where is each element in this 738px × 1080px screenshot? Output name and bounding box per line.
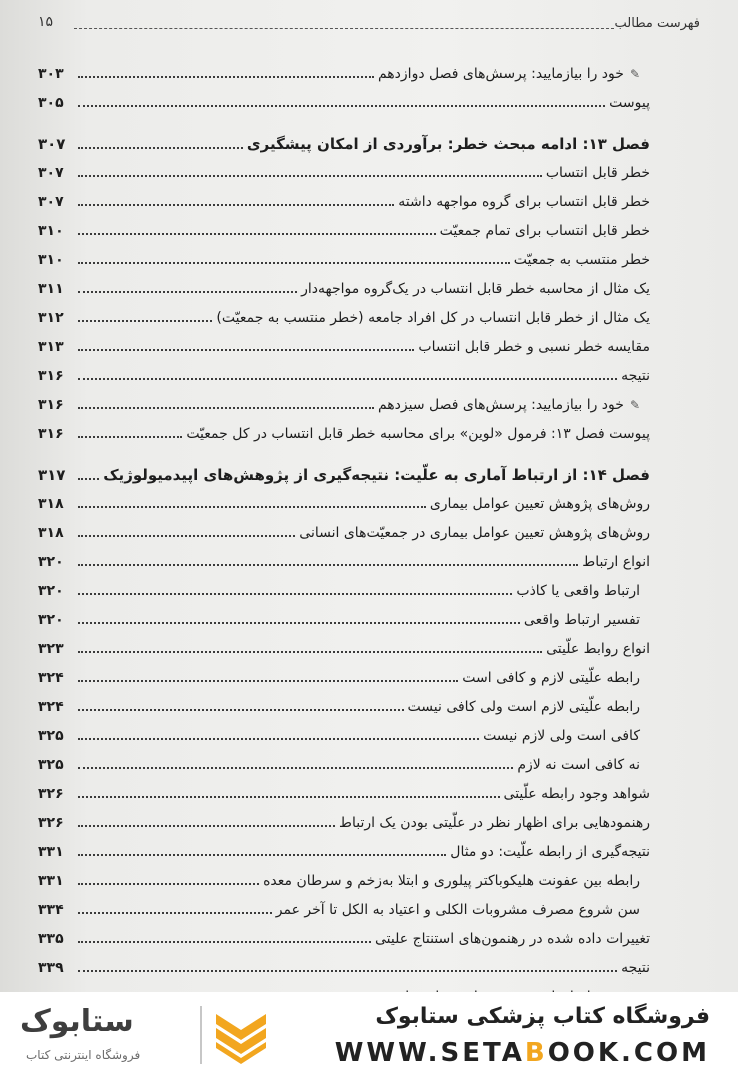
toc-entry-text: خطر قابل انتساب برای تمام جمعیّت <box>439 223 650 239</box>
toc-entry-page: ۳۰۵ <box>38 95 64 111</box>
dot-leader <box>78 766 513 769</box>
toc-entry-page: ۳۱۸ <box>38 525 64 541</box>
page-number: ۱۵ <box>38 14 54 30</box>
dot-leader <box>78 592 512 595</box>
toc-entry-title <box>418 333 650 362</box>
toc-entry-page: ۳۱۰ <box>38 252 64 268</box>
dot-leader <box>78 261 510 264</box>
toc-row <box>38 304 650 333</box>
toc-entry-title <box>216 304 650 333</box>
toc-entry-title <box>408 693 650 722</box>
toc-entry-page: ۳۱۷ <box>38 466 66 484</box>
toc-entry-page: ۳۳۹ <box>38 960 64 976</box>
toc-entry-text: مقایسه خطر نسبی و خطر قابل انتساب <box>418 339 650 355</box>
toc-row <box>38 188 650 217</box>
toc-entry-page: ۳۲۰ <box>38 583 64 599</box>
toc-entry-title <box>440 217 650 246</box>
toc-entry-page: ۳۲۵ <box>38 728 64 744</box>
logo-tagline: فروشگاه اینترنتی کتاب <box>26 1048 141 1062</box>
toc-entry-page: ۳۱۳ <box>38 339 64 355</box>
toc-entry-page: ۳۳۵ <box>38 931 64 947</box>
pencil-icon: ✎ <box>629 67 640 81</box>
store-banner <box>0 992 738 1080</box>
url-prefix: WWW.SETA <box>334 1038 525 1068</box>
toc-row <box>38 60 650 89</box>
toc-entry-page: ۳۱۰ <box>38 223 64 239</box>
toc-row <box>38 391 650 420</box>
dot-leader <box>78 853 446 856</box>
dot-leader <box>78 435 182 438</box>
toc-entry-text: نتیجه <box>621 368 650 384</box>
logo-divider <box>200 1006 202 1064</box>
dot-leader <box>78 406 374 409</box>
dot-leader <box>78 563 578 566</box>
toc-row <box>38 548 650 577</box>
toc-entry-text: رهنمودهایی برای اظهار نظر در علّیتی بودن یک ارتباط <box>339 815 650 831</box>
dot-leader <box>78 232 436 235</box>
toc-entry-title <box>247 130 650 159</box>
toc-entry-text: انواع روابط علّیتی <box>546 641 650 657</box>
dot-leader <box>78 348 414 351</box>
toc-entry-text: پیوست <box>609 95 650 111</box>
toc-entry-title <box>398 188 650 217</box>
dot-leader <box>78 969 617 972</box>
toc-entry-page: ۳۲۴ <box>38 699 64 715</box>
toc-entry-page: ۳۲۴ <box>38 670 64 686</box>
toc-entry-page: ۳۱۲ <box>38 310 64 326</box>
dot-leader <box>78 708 404 711</box>
toc-entry-text: رابطه بین عفونت هلیکوباکتر پیلوری و ابتلا به‌زخم و سرطان معده <box>263 873 640 889</box>
dot-leader <box>78 621 520 624</box>
toc-entry-text: خود را بیازمایید: پرسش‌های فصل سیزدهم <box>377 397 624 413</box>
toc-entry-page: ۳۲۶ <box>38 786 64 802</box>
toc-entry-page: ۳۳۱ <box>38 844 64 860</box>
toc-entry-page: ۳۲۶ <box>38 815 64 831</box>
toc-row <box>38 896 650 925</box>
toc-row <box>38 780 650 809</box>
toc-entry-title <box>263 867 650 896</box>
toc-entry-text: شواهد وجود رابطه علّیتی <box>503 786 650 802</box>
toc-entry-page: ۳۱۶ <box>38 368 64 384</box>
toc-entry-page: ۳۲۰ <box>38 554 64 570</box>
toc-entry-page: ۳۰۷ <box>38 135 66 153</box>
store-logo[interactable] <box>20 1004 198 1066</box>
toc-row <box>38 490 650 519</box>
toc-row <box>38 664 650 693</box>
dot-leader <box>78 940 371 943</box>
toc-entry-text: خود را بیازمایید: پرسش‌های فصل دوازدهم <box>377 66 624 82</box>
toc-entry-title <box>621 362 650 391</box>
url-suffix: OOK.COM <box>547 1038 710 1068</box>
dot-leader <box>78 650 542 653</box>
toc-entry-text: نه کافی است نه لازم <box>517 757 640 773</box>
toc-entry-text: خطر قابل انتساب برای گروه مواجهه داشته <box>398 194 650 210</box>
toc-entry-title <box>621 954 650 983</box>
dot-leader <box>78 505 426 508</box>
toc-entry-text: پیوست فصل ۱۳: فرمول «لوین» برای محاسبه خطر قابل انتساب در کل جمعیّت <box>186 426 650 442</box>
toc-entry-title <box>524 606 650 635</box>
toc-row <box>38 217 650 246</box>
running-header <box>38 10 700 36</box>
toc-entry-text: خطر منتسب به جمعیّت <box>513 252 650 268</box>
toc-entry-text: فصل ۱۳: ادامه مبحث خطر: برآوردی از امکان پیشگیری <box>246 135 650 153</box>
toc-row <box>38 925 650 954</box>
toc-row <box>38 519 650 548</box>
toc-row <box>38 722 650 751</box>
toc-row <box>38 333 650 362</box>
toc-entry-text: روش‌های پژوهش تعیین عوامل بیماری <box>429 496 650 512</box>
toc-entry-page: ۳۱۶ <box>38 397 64 413</box>
toc-entry-text: فصل ۱۴: از ارتباط آماری به علّیت: نتیجه‌گیری از پژوهش‌های اپیدمیولوژیک <box>103 466 650 484</box>
toc-entry-title <box>339 809 650 838</box>
toc-entry-page: ۳۱۶ <box>38 426 64 442</box>
toc-entry-title <box>462 664 650 693</box>
toc-row <box>38 275 650 304</box>
toc-entry-page: ۳۲۰ <box>38 612 64 628</box>
running-title: فهرست مطالب <box>614 16 700 31</box>
toc-entry-title <box>186 420 650 449</box>
toc-row <box>38 246 650 275</box>
toc-entry-page: ۳۳۱ <box>38 873 64 889</box>
dot-leader <box>78 203 394 206</box>
toc-row <box>38 159 650 188</box>
dot-leader <box>78 75 374 78</box>
url-accent: B <box>524 1038 548 1068</box>
toc-entry-text: روش‌های پژوهش تعیین عوامل بیماری در جمعیّت‌های انسانی <box>299 525 650 541</box>
toc-entry-page: ۳۰۷ <box>38 165 64 181</box>
toc-entry-text: تغییرات داده شده در رهنمون‌های استنتاج علیتی <box>375 931 650 947</box>
dot-leader <box>78 319 212 322</box>
dot-leader <box>78 146 243 149</box>
chevron-logo-icon <box>212 1008 270 1064</box>
toc-entry-page: ۳۲۳ <box>38 641 64 657</box>
toc-entry-text: نتیجه <box>621 960 650 976</box>
toc-row <box>38 89 650 118</box>
toc-row <box>38 606 650 635</box>
toc-entry-page: ۳۱۸ <box>38 496 64 512</box>
pencil-icon: ✎ <box>629 398 640 412</box>
dot-leader <box>78 534 295 537</box>
toc-row <box>38 577 650 606</box>
toc-chapter-row <box>38 461 650 490</box>
toc-entry-title <box>375 925 650 954</box>
toc-entry-text: رابطه علّیتی لازم و کافی است <box>462 670 640 686</box>
toc-entry-page: ۳۰۳ <box>38 66 64 82</box>
toc-entry-title <box>582 548 650 577</box>
toc-entry-text: یک مثال از خطر قابل انتساب در کل افراد جامعه (خطر منتسب به جمعیّت) <box>216 310 650 326</box>
toc-row <box>38 809 650 838</box>
toc-entry-text: تفسیر ارتباط واقعی <box>523 612 640 628</box>
toc-chapter-row <box>38 130 650 159</box>
toc-entry-title <box>430 490 650 519</box>
toc-entry-page: ۳۲۵ <box>38 757 64 773</box>
dot-leader <box>78 795 500 798</box>
toc-entry-title <box>546 159 650 188</box>
header-rule <box>74 28 614 29</box>
toc-row <box>38 362 650 391</box>
toc-entry-text: رابطه علّیتی لازم است ولی کافی نیست <box>407 699 640 715</box>
dot-leader <box>78 104 605 107</box>
toc-entry-text: ارتباط واقعی یا کاذب <box>516 583 640 599</box>
toc-entry-page: ۳۳۴ <box>38 902 64 918</box>
dot-leader <box>78 174 542 177</box>
toc-entry-page: ۳۰۷ <box>38 194 64 210</box>
toc-entry-text: کافی است ولی لازم نیست <box>483 728 640 744</box>
toc-entry-title <box>103 461 650 490</box>
toc-entry-title <box>483 722 650 751</box>
store-name: فروشگاه کتاب پزشکی ستابوک <box>375 1004 710 1029</box>
toc-entry-title <box>516 577 650 606</box>
toc-entry-text: نتیجه‌گیری از رابطه علّیت: دو مثال <box>450 844 650 860</box>
logo-wordmark: ستابوک <box>20 1004 134 1039</box>
toc-entry-text: خطر قابل انتساب <box>545 165 650 181</box>
dot-leader <box>78 477 99 480</box>
toc-entry-text: سن شروع مصرف مشروبات الکلی و اعتیاد به الکل تا آخر عمر <box>275 902 640 918</box>
table-of-contents <box>38 60 650 1012</box>
dot-leader <box>78 882 259 885</box>
toc-entry-text: یک مثال از محاسبه خطر قابل انتساب در یک‌گروه مواجهه‌دار <box>301 281 650 297</box>
toc-entry-title <box>378 60 650 89</box>
toc-entry-page: ۳۱۱ <box>38 281 64 297</box>
toc-entry-title <box>546 635 650 664</box>
dot-leader <box>78 679 458 682</box>
toc-entry-title <box>450 838 650 867</box>
toc-row <box>38 635 650 664</box>
dot-leader <box>78 737 479 740</box>
toc-entry-title <box>517 751 650 780</box>
dot-leader <box>78 377 617 380</box>
store-url[interactable] <box>335 1038 710 1068</box>
toc-entry-title <box>301 275 650 304</box>
toc-row <box>38 838 650 867</box>
toc-row <box>38 954 650 983</box>
dot-leader <box>78 911 272 914</box>
toc-entry-title <box>609 89 650 118</box>
toc-entry-title <box>299 519 650 548</box>
toc-entry-title <box>276 896 650 925</box>
toc-row <box>38 420 650 449</box>
dot-leader <box>78 290 297 293</box>
toc-row <box>38 751 650 780</box>
toc-entry-text: انواع ارتباط <box>582 554 650 570</box>
toc-entry-title <box>378 391 650 420</box>
toc-entry-title <box>514 246 650 275</box>
toc-row <box>38 867 650 896</box>
dot-leader <box>78 824 335 827</box>
toc-entry-title <box>504 780 650 809</box>
toc-row <box>38 693 650 722</box>
